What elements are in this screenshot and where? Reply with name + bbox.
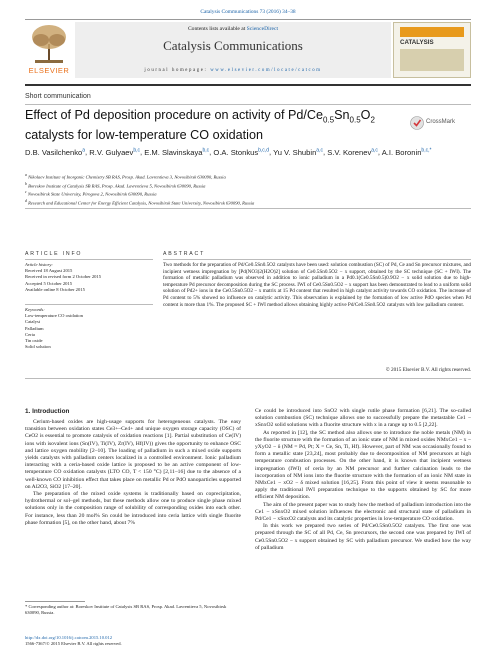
homepage-link[interactable]: www.elsevier.com/locate/catcom <box>210 68 322 73</box>
keyword: Low-temperature CO oxidation <box>25 313 83 319</box>
history-divider <box>25 304 153 305</box>
abstract-text: Two methods for the preparation of Pd/Ce0.5Sn0.5O2 catalysts have been used: solution combustion (SC) of Pd, Ce and Sn precursor mixtures, and incipient wetness impregnation by [Pd(NO3)2(H2O)2] solution of Ce0.5Sn0.5O2 − x support, obtained by the SC technique (SC + IWI). The formation of metallic palladium was observed in addition to ionic palladium in a Pd0.1(Ce0.5Sn0.5)0.9O2 − x solid solution due to high-temperature Pd precursor decomposition during the SC process. IWI of Ce0.5Sn0.5O2 − x support has been demonstrated to lead to a uniform solid solution of Pd2+ ions in the Ce0.5Sn0.5O2 − x matrix at 15 Pd content that resulted in high catalyst activity towards CO oxidation. The increase of Pd content to 5% showed no influence on catalytic activity. This observation is explained by the formation of low active PdO species when Pd content is more than 1%. The proposed SC + IWI method allows obtaining highly active Pd/Ce0.5Sn0.5O2 catalysts with low palladium content. <box>163 262 471 308</box>
author: A.I. Boronin$^{b,c,*}$ <box>381 147 432 157</box>
keyword: Ceria <box>25 331 35 337</box>
author: S.V. Korenev$^{a,c}$ <box>327 147 378 157</box>
doi-block <box>25 635 241 647</box>
doi-link[interactable]: http://dx.doi.org/10.1016/j.catcom.2015.10.012 <box>25 635 113 640</box>
article-info-heading: ARTICLE INFO <box>25 251 83 257</box>
type-divider <box>25 104 471 105</box>
article-type: Short communication <box>25 93 91 100</box>
keyword: Palladium <box>25 325 44 331</box>
paragraph: Cerium-based oxides are high-usage supports for heterogeneous catalysts. The easy transition between oxidation states Ce3+–Ce4+ and unique oxygen storage capacity (OSC) of CeO2 is essential to promote catalysis of oxidation reactions [1]. Partial substitution of Ce(IV) ions with isovalent ions (Sn(IV), Ti(IV), Zr(IV), Hf(IV)) gives the opportunity to enhance OSC and lattice oxygen mobility [2–10]. The loading of palladium in such a mixed oxide supports yields catalysts with palladium centers localized in a controlled environment. Ionic palladium interacting with a ceria-based oxide lattice is proposed to be an active component of low-temperature CO oxidation catalysts (LTO CO, T < 150 °C) [2,11–16] due to the absence of a well-known CO inhibition effect that takes place on metallic Pd or PdO nanoparticles supported on Al2O3, SiO2 [17–20]. <box>25 419 241 490</box>
author-list: D.B. Vasilchenko$^a$, R.V. Gulyaev$^{b,c}$, E.M. Slavinskaya$^{b,c}$, O.A. Stonkus$^{b,c,d}$, Yu V. Shubin$^{a,c}$, S.V. Korenev$^{a,c}$, A.I. Boronin$^{b,c,*}$ <box>25 147 432 157</box>
paragraph: The preparation of the mixed oxide systems is traditionally based on coprecipitation, hydrothermal or sol–gel methods, but these methods allow one to produce single phase mixed solutions only in the composition range of solubility of corresponding oxides into each other. For instance, less than 20 mol% Sn could be introduced into ceria lattice with single fluorite phase formation [5], on the other hand, about 7% <box>25 491 241 526</box>
body-column-right <box>255 408 471 552</box>
publisher-logo-text: ELSEVIER <box>28 66 70 75</box>
paragraph: The aim of the present paper was to study how the method of palladium introduction into the Ce1 − xSnxO2 mixed solution influences the electronic and structural state of palladium in Pd/Ce1 − xSnxO2 catalysts and its catalytic properties in low-temperature CO oxidation. <box>255 501 471 523</box>
affiliations <box>25 172 465 207</box>
author: R.V. Gulyaev$^{b,c}$ <box>89 147 140 157</box>
article-info-rule <box>25 259 153 260</box>
section-heading: 1. Introduction <box>25 408 70 415</box>
abstract-heading: ABSTRACT <box>163 251 206 257</box>
abstract-bottom-rule <box>25 378 471 379</box>
crossmark-badge[interactable]: CrossMark <box>410 116 472 130</box>
affiliation: $^d$ Research and Educational Center for Energy Efficient Catalysis, Novosibirsk State University, Novosibirsk 630090, Russia <box>25 199 255 206</box>
cover-title: CATALYSIS <box>400 39 434 46</box>
sciencedirect-link[interactable]: ScienceDirect <box>246 26 279 32</box>
contents-line: Contents lists available at ScienceDirect <box>187 26 279 32</box>
issn-line: 1566-7367/© 2015 Elsevier B.V. All rights reserved. <box>25 641 122 647</box>
article-history: Article history: Received 18 August 2015 Received in revised form 2 October 2015 Accepted 5 October 2015 Available online 8 October 2015 <box>25 262 153 293</box>
keyword: Solid solution <box>25 344 51 350</box>
corresponding-author-note: * Corresponding author at: Boreskov Institute of Catalysis SB RAS, Prosp. Akad. Lavrentieva 5, Novosibirsk 630090, Russia. <box>25 604 227 616</box>
history-entry: Available online 8 October 2015 <box>25 286 85 292</box>
abstract-rule <box>163 259 471 260</box>
paragraph: Ce could be introduced into SnO2 with single rutile phase formation [6,21]. The so-called solution combustion (SC) technique allows one to successfully prepare the metastable Ce1 − xSnxO2 solid solutions with a fluorite structure with x in a range up to 0.5 [2,22]. <box>255 408 471 429</box>
affiliation: $^c$ Novosibirsk State University, Pirogova 2, Novosibirsk 630090, Russia <box>25 190 157 197</box>
journal-citation: Catalysis Communications 73 (2016) 34–38 <box>200 9 296 15</box>
keyword: Catalyst <box>25 319 41 325</box>
affiliations-divider <box>25 208 471 209</box>
paragraph: As reported in [12], the SC method also allows one to introduce the noble metals (NM) in the fluorite structure with the formation of an ionic state of NM in mixed oxides NMxCe1 − x − yXyO2 − δ (NM = Pd, Pt; X = Ce, Sn, Ti, Hf). However, part of NM was occasionally found to form a metallic state [23,24], most probably due to decomposition of NM precursors at high temperature combustion processes. On the other hand, it is known that incipient wetness impregnation (IWI) of ceria by an NM precursor and further calcination leads to the incorporation of NM ions into the fluorite structure with the formation of an ionic NM state in NMxCe1 − xO2 − δ mixed solution [16,25]. From this point of view it seems reasonable to apply the traditional IWI preparation technique to the supports obtained by SC for more efficient NM deposition. <box>255 429 471 501</box>
journal-cover <box>393 22 471 78</box>
crossmark-icon <box>410 116 424 130</box>
history-entry: Accepted 5 October 2015 <box>25 280 73 286</box>
author: D.B. Vasilchenko$^a$ <box>25 147 86 157</box>
author: O.A. Stonkus$^{b,c,d}$ <box>213 147 269 157</box>
affiliation: $^a$ Nikolaev Institute of Inorganic Chemistry SB RAS, Prosp. Akad. Lavrentieva 3, Novosibirsk 630090, Russia <box>25 173 226 180</box>
header-thick-rule <box>25 84 471 86</box>
body-column-left <box>25 419 241 527</box>
copyright: © 2015 Elsevier B.V. All rights reserved. <box>385 367 471 373</box>
keyword: Tin oxide <box>25 338 43 344</box>
author: Yu V. Shubin$^{a,c}$ <box>273 147 323 157</box>
author: E.M. Slavinskaya$^{b,c}$ <box>144 147 210 157</box>
journal-homepage: journal homepage: www.elsevier.com/locate/catcom <box>144 68 322 73</box>
history-entry: Received 18 August 2015 <box>25 268 73 274</box>
header-divider <box>25 19 471 20</box>
history-entry: Received in revised form 2 October 2015 <box>25 274 102 280</box>
keywords: Keywords: Low-temperature CO oxidation Catalyst Palladium Ceria Tin oxide Solid solution <box>25 307 153 350</box>
article-title: Effect of Pd deposition procedure on activity of $Pd/Ce_{0.5}Sn_{0.5}O_2$ catalysts for low-temperature CO oxidation <box>25 108 375 143</box>
paragraph: In this work we prepared two series of Pd/Ce0.5Sn0.5O2 catalysts. The first one was prepared through the SC of all Pd, Ce, Sn precursors, the second one was prepared by IWI of Ce0.5Sn0.5O2 − x support obtained by SC with palladium precursor. We studied how the way of palladium <box>255 523 471 551</box>
journal-name: Catalysis Communications <box>163 38 303 53</box>
affiliation: $^b$ Boreskov Institute of Catalysis SB RAS, Prosp. Akad. Lavrentieva 5, Novosibirsk 630090, Russia <box>25 181 206 189</box>
footnote-rule <box>25 601 85 602</box>
